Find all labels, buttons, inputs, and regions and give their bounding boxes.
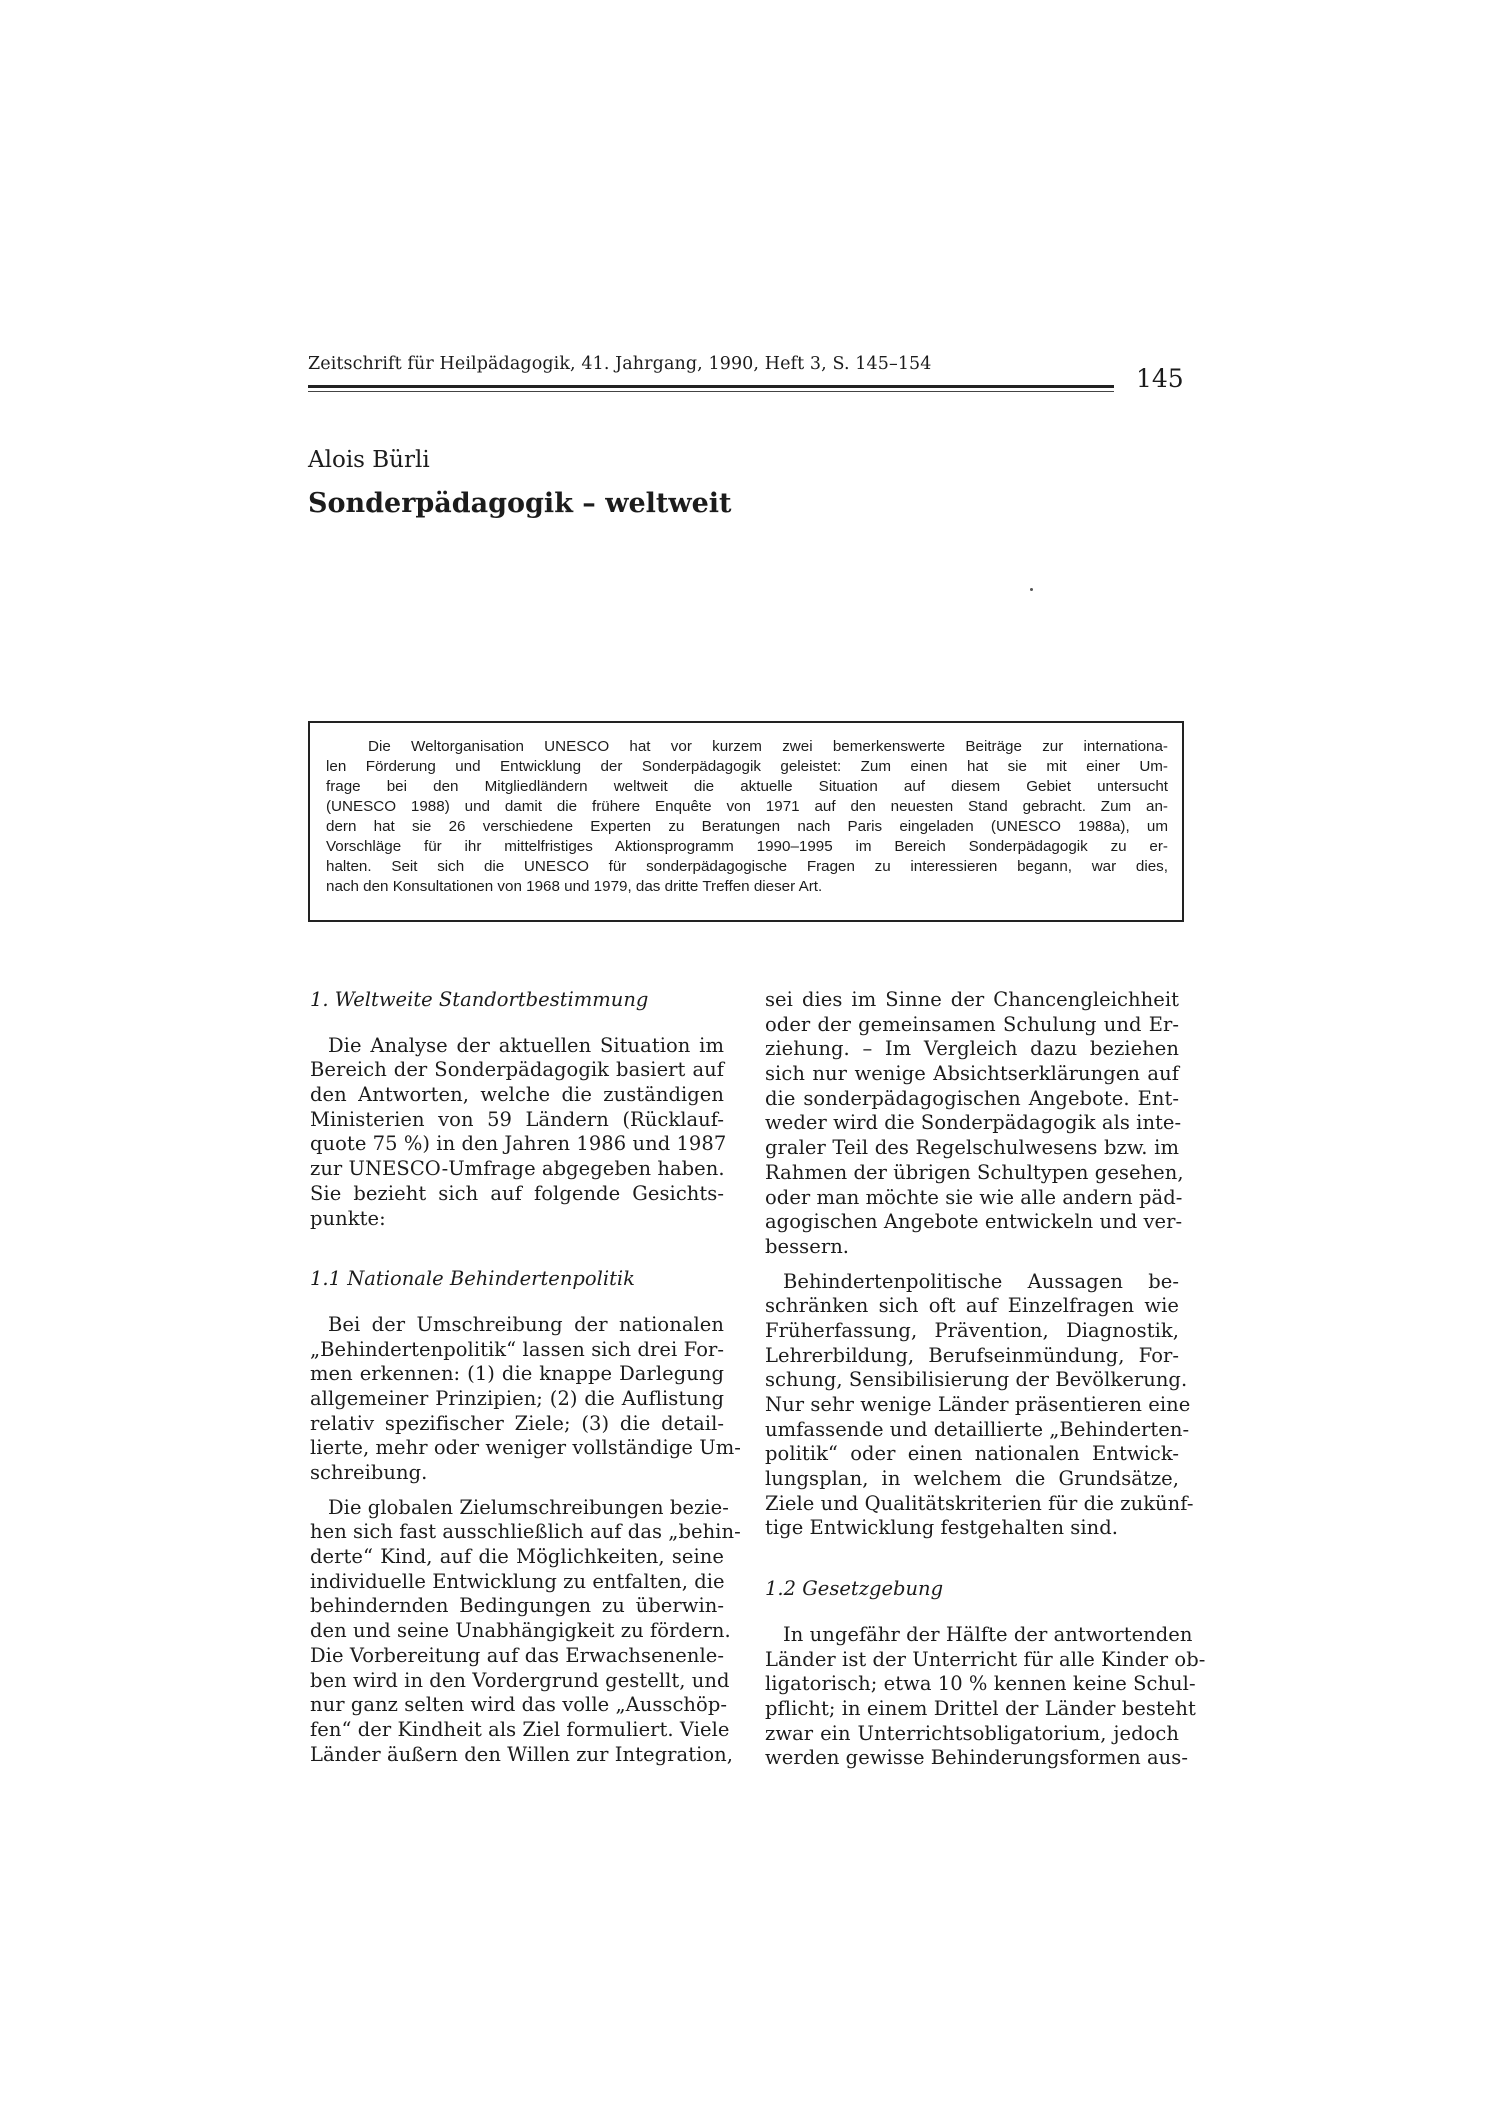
text-line: oder der gemeinsamen Schulung und Er- [765,1012,1179,1036]
text-line: tige Entwicklung festgehalten sind. [765,1516,1119,1540]
text-line: Die Analyse der aktuellen Situation im [328,1033,724,1057]
text-line: den Antworten, welche die zuständigen [310,1083,724,1107]
abstract-line: (UNESCO 1988) und damit die frühere Enquête von 1971 auf den neuesten Stand gebracht. Zum an- [326,798,1168,815]
page-number: 145 [1136,364,1184,393]
abstract-line: frage bei den Mitgliedländern weltweit die aktuelle Situation auf diesem Gebiet untersucht [326,778,1168,795]
text-line: hen sich fast ausschließlich auf das „behin- [310,1520,741,1544]
text-line: zur UNESCO-Umfrage abgegeben haben. [310,1157,725,1181]
abstract-line: dern hat sie 26 verschiedene Experten zu Beratungen nach Paris eingeladen (UNESCO 1988a), um [326,818,1168,835]
text-line: schränken sich oft auf Einzelfragen wie [765,1294,1179,1318]
text-line: umfassende und detaillierte „Behinderten- [765,1417,1190,1441]
text-line: Bei der Umschreibung der nationalen [328,1312,724,1336]
text-line: men erkennen: (1) die knappe Darlegung [310,1362,724,1386]
section-heading-1-1: 1.1 Nationale Behindertenpolitik [310,1267,635,1291]
text-line: agogischen Angebote entwickeln und ver- [765,1210,1183,1234]
text-line: werden gewisse Behinderungsformen aus- [765,1746,1188,1770]
header-rule [308,385,1114,388]
text-line: Ziele und Qualitätskriterien für die zukünf- [765,1491,1194,1515]
right-column [765,988,1206,1771]
abstract-line: Die Weltorganisation UNESCO hat vor kurzem zwei bemerkenswerte Beiträge zur internationa- [368,738,1168,755]
print-speck [1030,588,1033,591]
journal-citation: Zeitschrift für Heilpädagogik, 41. Jahrgang, 1990, Heft 3, S. 145–154 [308,354,932,374]
text-line: Bereich der Sonderpädagogik basiert auf [310,1058,724,1082]
text-line: ziehung. – Im Vergleich dazu beziehen [765,1037,1179,1061]
text-line: Nur sehr wenige Länder präsentieren eine [765,1393,1191,1416]
text-line: weder wird die Sonderpädagogik als inte- [765,1111,1182,1135]
abstract-line: nach den Konsultationen von 1968 und 1979, das dritte Treffen dieser Art. [326,878,823,895]
text-line: sei dies im Sinne der Chancengleichheit [765,988,1179,1011]
text-line: punkte: [310,1206,386,1230]
text-line: „Behindertenpolitik“ lassen sich drei For- [310,1337,724,1361]
text-line: die sonderpädagogischen Angebote. Ent- [765,1086,1179,1110]
section-heading-1: 1. Weltweite Standortbestimmung [310,988,649,1011]
text-line: quote 75 %) in den Jahren 1986 und 1987 [310,1132,727,1156]
text-line: Länder ist der Unterricht für alle Kinder ob- [765,1647,1206,1671]
text-line: schreibung. [310,1461,428,1484]
text-line: In ungefähr der Hälfte der antwortenden [783,1622,1193,1646]
abstract-line: len Förderung und Entwicklung der Sonderpädagogik geleistet: Zum einen hat sie mit einer Um- [326,758,1168,775]
text-line: Früherfassung, Prävention, Diagnostik, [765,1318,1179,1342]
text-line: schung, Sensibilisierung der Bevölkerung. [765,1368,1188,1392]
abstract-line: halten. Seit sich die UNESCO für sonderpädagogische Fragen zu interessieren begann, war dies, [326,858,1168,875]
text-line: Behindertenpolitische Aussagen be- [783,1269,1179,1293]
text-line: Die Vorbereitung auf das Erwachsenenle- [310,1643,724,1667]
text-line: derte“ Kind, auf die Möglichkeiten, seine [310,1545,724,1569]
text-line: relativ spezifischer Ziele; (3) die detail- [310,1411,724,1435]
text-line: Die globalen Zielumschreibungen bezie- [328,1495,729,1519]
text-line: Länder äußern den Willen zur Integration, [310,1742,734,1766]
text-line: lungsplan, in welchem die Grundsätze, [765,1467,1179,1491]
text-line: fen“ der Kindheit als Ziel formuliert. Viele [310,1717,730,1741]
text-line: nur ganz selten wird das volle „Ausschöp- [310,1693,728,1717]
text-line: politik“ oder einen nationalen Entwick- [765,1442,1179,1466]
text-line: behindernden Bedingungen zu überwin- [310,1594,724,1618]
text-line: lierte, mehr oder weniger vollständige Um- [310,1436,741,1460]
text-line: zwar ein Unterrichtsobligatorium, jedoch [765,1721,1179,1745]
text-line: allgemeiner Prinzipien; (2) die Auflistung [310,1386,724,1410]
author-name: Alois Bürli [308,447,430,473]
text-line: bessern. [765,1234,850,1258]
text-line: Rahmen der übrigen Schultypen gesehen, [765,1160,1184,1184]
text-line: graler Teil des Regelschulwesens bzw. im [765,1136,1179,1160]
text-line: den und seine Unabhängigkeit zu fördern. [310,1619,731,1643]
abstract-box [308,721,1184,922]
text-line: pflicht; in einem Drittel der Länder besteht [765,1696,1196,1720]
section-heading-1-2: 1.2 Gesetzgebung [765,1577,944,1601]
text-line: oder man möchte sie wie alle andern päd- [765,1185,1183,1209]
text-line: Ministerien von 59 Ländern (Rücklauf- [310,1107,724,1131]
text-line: ben wird in den Vordergrund gestellt, und [310,1668,730,1692]
text-line: Lehrerbildung, Berufseinmündung, For- [765,1343,1179,1367]
text-line: ligatorisch; etwa 10 % kennen keine Schul- [765,1672,1196,1696]
header-rule-thin [308,391,1114,392]
article-title: Sonderpädagogik – weltweit [308,488,732,519]
text-line: Sie bezieht sich auf folgende Gesichts- [310,1181,724,1205]
left-column [310,988,741,1767]
abstract-line: Vorschläge für ihr mittelfristiges Aktionsprogramm 1990–1995 im Bereich Sonderpädagogik zu er- [326,838,1168,855]
text-line: individuelle Entwicklung zu entfalten, die [310,1569,725,1593]
text-line: sich nur wenige Absichtserklärungen auf [765,1062,1179,1086]
